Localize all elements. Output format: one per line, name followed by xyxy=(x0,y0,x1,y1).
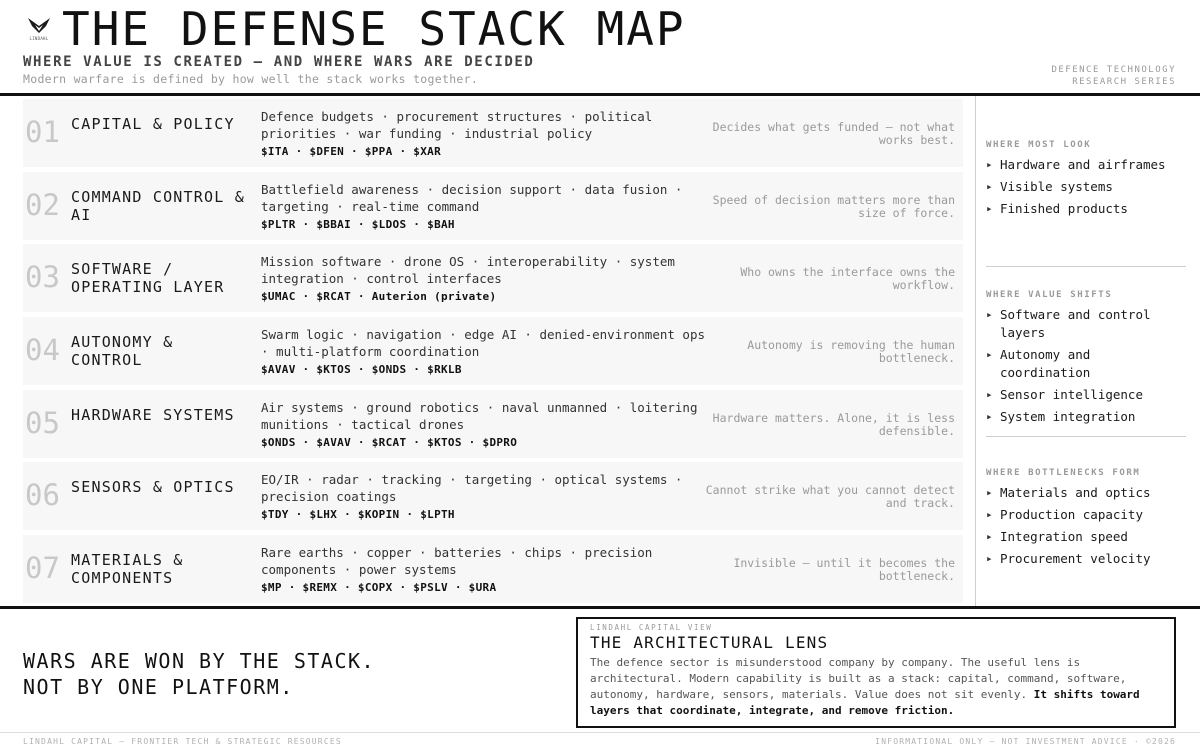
page-tagline: Modern warfare is defined by how well the stack works together. xyxy=(23,72,479,86)
layer-tickers: $AVAV · $KTOS · $ONDS · $RKLB xyxy=(261,363,462,377)
lens-kicker: LINDAHL CAPITAL VIEW xyxy=(590,623,713,632)
layer-number: 02 xyxy=(25,187,60,222)
slogan xyxy=(23,648,375,700)
footer-disclaimer: INFORMATIONAL ONLY — NOT INVESTMENT ADVICE · ©2026 xyxy=(875,737,1176,746)
layer-note: Speed of decision matters more than size of force. xyxy=(712,192,955,220)
sidebar-item: ▸ Production capacity xyxy=(986,506,1186,524)
layer-number: 03 xyxy=(25,260,60,295)
sidebar-item: ▸ Finished products xyxy=(986,200,1186,218)
sidebar-section-value-shifts xyxy=(986,290,1186,430)
layer-tickers: $ONDS · $AVAV · $RCAT · $KTOS · $DPRO xyxy=(261,435,518,449)
layer-name: COMMAND CONTROL & AI xyxy=(71,187,245,224)
series-label xyxy=(1051,64,1176,88)
sidebar-item: ▸ System integration xyxy=(986,408,1186,426)
slogan-line-2: NOT BY ONE PLATFORM. xyxy=(23,675,294,699)
lens-title: THE ARCHITECTURAL LENS xyxy=(590,633,829,652)
layer-note: Decides what gets funded — not what works best. xyxy=(712,120,955,147)
sidebar-item: ▸ Software and control layers xyxy=(986,306,1186,342)
layer-name: HARDWARE SYSTEMS xyxy=(71,405,235,424)
layer-description: Mission software · drone OS · interoperability · system integration · control interfaces xyxy=(261,254,675,287)
layer-note: Invisible — until it becomes the bottleneck. xyxy=(733,556,955,584)
layer-description: Defence budgets · procurement structures · political priorities · war funding · industrial policy xyxy=(261,109,653,141)
layer-number: 07 xyxy=(25,551,60,586)
layer-description: Battlefield awareness · decision support · data fusion · targeting · real-time command xyxy=(261,181,683,214)
layer-number: 06 xyxy=(25,478,60,513)
sidebar-section-most-look xyxy=(986,140,1186,222)
sidebar-heading: WHERE BOTTLENECKS FORM xyxy=(986,468,1141,478)
layer-row xyxy=(23,317,963,387)
series-label-line-1: DEFENCE TECHNOLOGY xyxy=(1051,65,1176,75)
layer-name: SOFTWARE / OPERATING LAYER xyxy=(71,260,225,297)
layer-row xyxy=(23,244,963,314)
stack-layers xyxy=(23,99,963,608)
sidebar-divider xyxy=(975,96,976,606)
layer-row xyxy=(23,535,963,605)
layer-row xyxy=(23,390,963,460)
header-divider xyxy=(0,93,1200,96)
layer-tickers: $TDY · $LHX · $KOPIN · $LPTH xyxy=(261,508,455,522)
layer-name: SENSORS & OPTICS xyxy=(71,478,235,497)
page-title: THE DEFENSE STACK MAP xyxy=(62,2,686,56)
architectural-lens-box xyxy=(576,617,1176,728)
layer-row xyxy=(23,462,963,532)
footer-left: LINDAHL CAPITAL — FRONTIER TECH & STRATEGIC RESOURCES xyxy=(23,737,342,746)
layer-description: Rare earths · copper · batteries · chips · precision components · power systems xyxy=(261,545,653,578)
sidebar-item: ▸ Integration speed xyxy=(986,528,1186,546)
sidebar-item: ▸ Hardware and airframes xyxy=(986,156,1186,174)
layer-name: CAPITAL & POLICY xyxy=(71,115,235,133)
content-divider xyxy=(0,606,1200,609)
lens-body xyxy=(590,655,1162,719)
sidebar-heading: WHERE VALUE SHIFTS xyxy=(986,290,1113,300)
sidebar-item: ▸ Materials and optics xyxy=(986,484,1186,502)
layer-tickers: $PLTR · $BBAI · $LDOS · $BAH xyxy=(261,217,455,231)
layer-note: Cannot strike what you cannot detect and track. xyxy=(705,483,955,511)
layer-name: MATERIALS & COMPONENTS xyxy=(71,551,184,588)
footer-divider xyxy=(0,732,1200,733)
layer-row xyxy=(23,99,963,169)
layer-number: 04 xyxy=(25,333,60,368)
lens-body-emphasis: It shifts toward layers that coordinate, integrate, and remove friction. xyxy=(590,688,1140,717)
series-label-line-2: RESEARCH SERIES xyxy=(1072,77,1176,87)
slogan-line-1: WARS ARE WON BY THE STACK. xyxy=(23,649,376,673)
layer-description: EO/IR · radar · tracking · targeting · optical systems · precision coatings xyxy=(261,472,683,505)
sidebar-section-bottlenecks xyxy=(986,468,1186,572)
sidebar-divider-line xyxy=(986,436,1186,437)
lens-body-text: The defence sector is misunderstood company by company. The useful lens is architectural. Modern capability is built as a stack: capital, command, software, autonomy, hardware, sensors, materials. Value does not sit evenly. xyxy=(590,656,1127,701)
sidebar-divider-line xyxy=(986,266,1186,267)
layer-note: Hardware matters. Alone, it is less defensible. xyxy=(712,410,955,438)
sidebar-item: ▸ Autonomy and coordination xyxy=(986,346,1186,382)
layer-note: Who owns the interface owns the workflow. xyxy=(740,265,955,293)
layer-number: 01 xyxy=(25,115,60,149)
layer-note: Autonomy is removing the human bottleneck. xyxy=(747,338,955,366)
page-subtitle: WHERE VALUE IS CREATED — AND WHERE WARS ARE DECIDED xyxy=(23,54,535,70)
sidebar-item: ▸ Procurement velocity xyxy=(986,550,1186,568)
sidebar-item: ▸ Sensor intelligence xyxy=(986,386,1186,404)
layer-row xyxy=(23,172,963,242)
sidebar-heading: WHERE MOST LOOK xyxy=(986,140,1092,150)
layer-name: AUTONOMY & CONTROL xyxy=(71,333,174,370)
layer-tickers: $UMAC · $RCAT · Auterion (private) xyxy=(261,290,497,304)
layer-description: Swarm logic · navigation · edge AI · denied-environment ops · multi-platform coordination xyxy=(261,327,706,360)
layer-number: 05 xyxy=(25,405,60,440)
layer-tickers: $ITA · $DFEN · $PPA · $XAR xyxy=(261,145,441,158)
sidebar-item: ▸ Visible systems xyxy=(986,178,1186,196)
brand-logo-text: LINDAHL xyxy=(29,36,49,41)
layer-description: Air systems · ground robotics · naval unmanned · loitering munitions · tactical drones xyxy=(261,399,698,432)
layer-tickers: $MP · $REMX · $COPX · $PSLV · $URA xyxy=(261,581,497,595)
